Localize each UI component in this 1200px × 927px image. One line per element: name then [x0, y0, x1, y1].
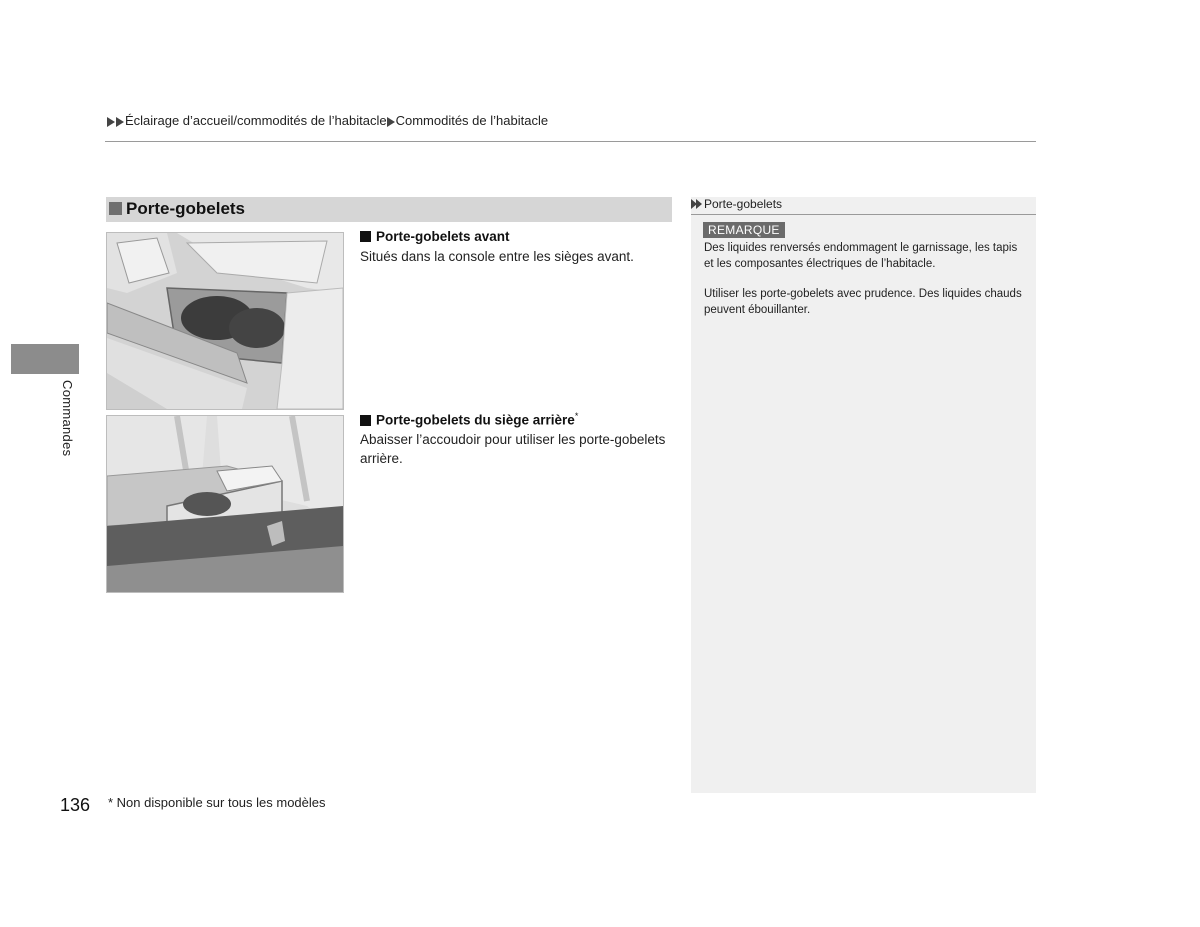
- rear-heading-text: Porte-gobelets du siège arrière: [376, 412, 575, 428]
- square-bullet-icon: [360, 231, 371, 242]
- arrow-right-icon: [116, 117, 124, 127]
- breadcrumb-part-2: Commodités de l’habitacle: [395, 113, 549, 128]
- arrow-right-icon: [107, 117, 115, 127]
- note-panel: [691, 197, 1036, 793]
- square-bullet-icon: [109, 202, 122, 215]
- front-cup-holder-description: Situés dans la console entre les sièges avant.: [360, 249, 634, 264]
- page-number: 136: [60, 795, 91, 815]
- arrow-right-icon: [387, 117, 395, 127]
- note-title: [691, 197, 1036, 215]
- header-divider: [105, 141, 1036, 142]
- breadcrumb-part-1: Éclairage d’accueil/commodités de l’habitacle: [125, 113, 387, 128]
- note-title-text: Porte-gobelets: [704, 197, 783, 211]
- breadcrumb: [107, 113, 548, 128]
- note-paragraph-2: Utiliser les porte-gobelets avec prudence. Des liquides chauds peuvent ébouillanter.: [704, 288, 1022, 316]
- front-cup-holder-image: [106, 232, 344, 410]
- chapter-tab: [11, 344, 79, 374]
- rear-cup-holder-image: [106, 415, 344, 593]
- rear-cup-holder-description: Abaisser l’accoudoir pour utiliser les porte-gobelets arrière.: [360, 432, 666, 466]
- rear-cup-holder-heading: [360, 411, 578, 428]
- section-header: [106, 197, 672, 222]
- remarque-badge: REMARQUE: [703, 222, 785, 238]
- front-heading-text: Porte-gobelets avant: [376, 229, 510, 244]
- footnote-asterisk: *: [574, 411, 579, 421]
- square-bullet-icon: [360, 415, 371, 426]
- front-cup-holder-heading: [360, 229, 510, 244]
- chapter-label: Commandes: [60, 380, 75, 457]
- section-title: Porte-gobelets: [126, 199, 246, 218]
- note-paragraph-1: Des liquides renversés endommagent le garnissage, les tapis et les composantes électriques de l’habitacle.: [704, 242, 1018, 270]
- reference-arrow-icon: [691, 199, 703, 209]
- footnote: * Non disponible sur tous les modèles: [108, 795, 326, 810]
